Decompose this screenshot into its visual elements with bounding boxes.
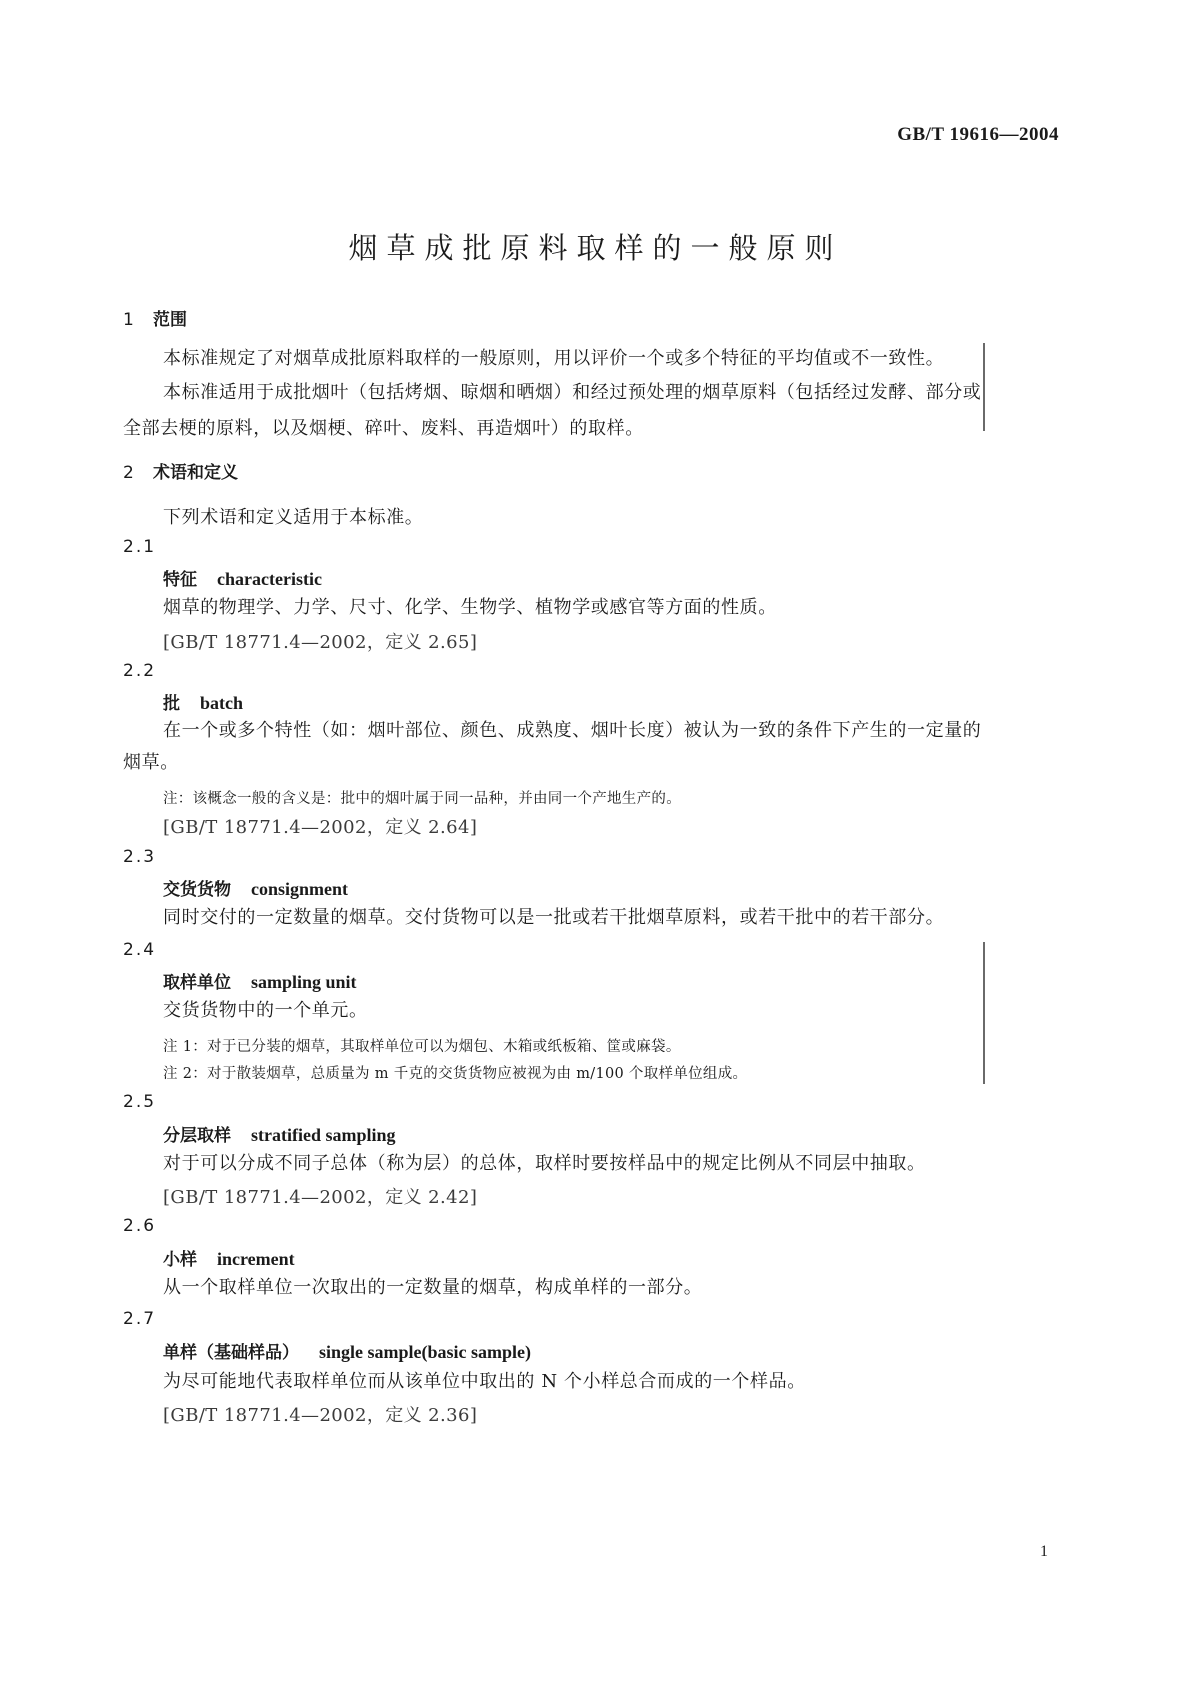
section-heading-scope xyxy=(123,305,187,330)
scope-paragraph-2: 本标准适用于成批烟叶（包括烤烟、晾烟和晒烟）和经过预处理的烟草原料（包括经过发酵、部分或全部去梗的原料，以及烟梗、碎叶、废料、再造烟叶）的取样。 xyxy=(123,382,982,439)
term-definition-line1: 在一个或多个特性（如：烟叶部位、颜色、成熟度、烟叶长度）被认为一致的条件下产生的一定量的 xyxy=(163,720,982,741)
change-bar xyxy=(983,343,985,431)
term-reference: [GB/T 18771.4—2002，定义 2.64] xyxy=(163,817,478,838)
term-zh: 特征 xyxy=(163,570,197,590)
term-heading xyxy=(163,1121,396,1146)
term-heading xyxy=(163,1245,295,1270)
term-en: characteristic xyxy=(217,569,322,589)
term-reference: [GB/T 18771.4—2002，定义 2.65] xyxy=(163,632,478,653)
term-heading xyxy=(163,875,348,900)
term-definition: 从一个取样单位一次取出的一定数量的烟草，构成单样的一部分。 xyxy=(163,1277,703,1298)
term-heading xyxy=(163,689,243,714)
clause-number: 2.2 xyxy=(123,661,157,681)
standard-number: GB/T 19616—2004 xyxy=(897,124,1059,145)
term-en: single sample(basic sample) xyxy=(319,1342,532,1362)
term-en: increment xyxy=(217,1249,295,1269)
term-reference: [GB/T 18771.4—2002，定义 2.42] xyxy=(163,1187,478,1208)
term-zh: 小样 xyxy=(163,1250,197,1270)
term-note: 注：该概念一般的含义是：批中的烟叶属于同一品种，并由同一个产地生产的。 xyxy=(163,791,681,807)
document-title: 烟草成批原料取样的一般原则 xyxy=(348,231,843,265)
term-heading xyxy=(163,1338,531,1363)
term-en: sampling unit xyxy=(251,972,357,992)
clause-number: 2.3 xyxy=(123,847,157,867)
term-definition: 烟草的物理学、力学、尺寸、化学、生物学、植物学或感官等方面的性质。 xyxy=(163,597,777,618)
term-definition: 为尽可能地代表取样单位而从该单位中取出的 N 个小样总合而成的一个样品。 xyxy=(163,1371,806,1392)
page-number: 1 xyxy=(1040,1543,1048,1560)
term-definition-line2: 烟草。 xyxy=(123,752,179,773)
clause-number: 2.1 xyxy=(123,537,157,557)
term-note-2: 注 2：对于散装烟草，总质量为 m 千克的交货货物应被视为由 m/100 个取样单位组成。 xyxy=(163,1066,748,1082)
change-bar xyxy=(983,942,985,1084)
term-zh: 分层取样 xyxy=(163,1126,231,1146)
section-title: 范围 xyxy=(153,310,187,330)
term-reference: [GB/T 18771.4—2002，定义 2.36] xyxy=(163,1405,478,1426)
term-zh: 交货货物 xyxy=(163,880,231,900)
term-heading xyxy=(163,565,322,590)
term-zh: 批 xyxy=(163,694,180,714)
term-zh: 取样单位 xyxy=(163,973,231,993)
terms-intro: 下列术语和定义适用于本标准。 xyxy=(163,507,424,528)
scope-paragraph-1: 本标准规定了对烟草成批原料取样的一般原则，用以评价一个或多个特征的平均值或不一致性。 xyxy=(163,348,945,369)
term-en: batch xyxy=(200,693,244,713)
term-definition: 对于可以分成不同子总体（称为层）的总体，取样时要按样品中的规定比例从不同层中抽取。 xyxy=(163,1153,926,1174)
section-heading-terms xyxy=(123,458,238,483)
clause-number: 2.6 xyxy=(123,1216,157,1236)
clause-number: 2.4 xyxy=(123,940,157,960)
term-heading xyxy=(163,968,357,993)
term-note-1: 注 1：对于已分装的烟草，其取样单位可以为烟包、木箱或纸板箱、筐或麻袋。 xyxy=(163,1039,681,1055)
section-title: 术语和定义 xyxy=(153,463,238,483)
term-zh: 单样（基础样品） xyxy=(163,1343,299,1363)
term-en: consignment xyxy=(251,879,349,899)
section-number: 2 xyxy=(123,463,134,483)
section-number: 1 xyxy=(123,310,134,330)
term-definition: 同时交付的一定数量的烟草。交付货物可以是一批或若干批烟草原料，或若干批中的若干部分。 xyxy=(163,907,945,928)
term-definition: 交货货物中的一个单元。 xyxy=(163,1000,368,1021)
clause-number: 2.7 xyxy=(123,1309,157,1329)
clause-number: 2.5 xyxy=(123,1092,157,1112)
term-en: stratified sampling xyxy=(251,1125,396,1145)
